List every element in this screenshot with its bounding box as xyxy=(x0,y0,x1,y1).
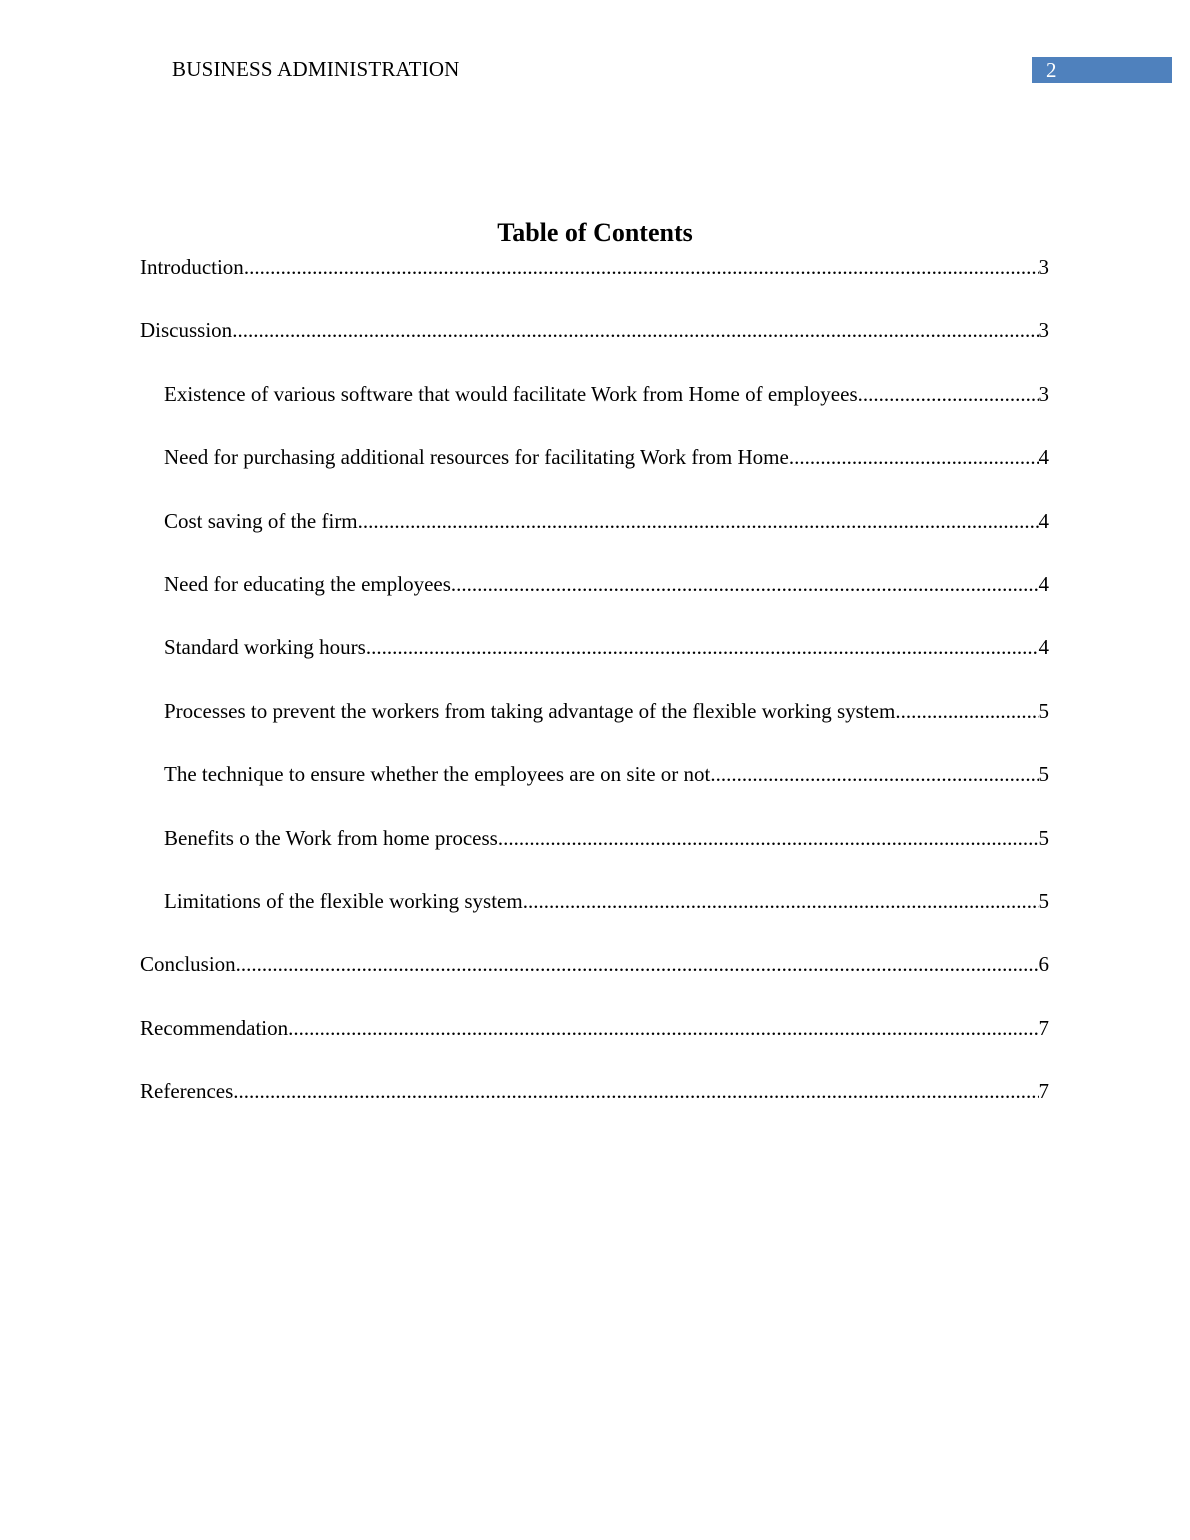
running-header-title: BUSINESS ADMINISTRATION xyxy=(172,57,460,81)
toc-entry-page: 7 xyxy=(1038,1079,1049,1104)
toc-dot-leader xyxy=(288,1012,1038,1044)
toc-entry-page: 3 xyxy=(1038,255,1049,279)
toc-entry-label: Discussion xyxy=(140,318,233,343)
toc-entry-label: Existence of various software that would facilitate Work from Home of employees xyxy=(164,381,858,406)
toc-entry-label: Need for educating the employees xyxy=(164,571,451,596)
toc-entry-page: 5 xyxy=(1038,825,1049,850)
toc-entry-label: Processes to prevent the workers from taking advantage of the flexible working system xyxy=(164,698,896,723)
toc-entry-page: 5 xyxy=(1038,888,1049,913)
toc-entry[interactable] xyxy=(140,1012,1049,1075)
toc-dot-leader xyxy=(895,695,1038,727)
toc-dot-leader xyxy=(236,948,1039,980)
toc-dot-leader xyxy=(498,822,1039,854)
toc-entry-page: 4 xyxy=(1038,508,1049,533)
toc-entry[interactable] xyxy=(140,758,1049,821)
toc-entry-label: References xyxy=(140,1079,234,1104)
toc-entry[interactable] xyxy=(140,885,1049,948)
toc-entry[interactable] xyxy=(140,505,1049,568)
toc-dot-leader xyxy=(858,378,1039,410)
toc-entry-page: 3 xyxy=(1038,318,1049,343)
page-number: 2 xyxy=(1046,58,1057,82)
toc-entry-page: 4 xyxy=(1038,571,1049,596)
toc-entry-label: Benefits o the Work from home process xyxy=(164,825,498,850)
toc-entry[interactable] xyxy=(140,822,1049,885)
toc-entry-label: The technique to ensure whether the employees are on site or not xyxy=(164,762,711,787)
toc-dot-leader xyxy=(233,1075,1038,1107)
toc-entry-page: 6 xyxy=(1038,952,1049,977)
toc-entry[interactable] xyxy=(140,1075,1049,1138)
toc-entry-label: Standard working hours xyxy=(164,635,366,660)
toc-entry-label: Cost saving of the firm xyxy=(164,508,358,533)
toc-entry[interactable] xyxy=(140,441,1049,504)
toc-dot-leader xyxy=(358,505,1039,537)
toc-entry[interactable] xyxy=(140,948,1049,1011)
toc-entry-page: 3 xyxy=(1038,381,1049,406)
toc-dot-leader xyxy=(789,441,1039,473)
toc-entry-page: 5 xyxy=(1038,698,1049,723)
toc-entry[interactable] xyxy=(140,251,1049,314)
toc-dot-leader xyxy=(232,314,1038,346)
toc-entry[interactable] xyxy=(140,568,1049,631)
toc-list xyxy=(140,251,1049,1138)
toc-entry-page: 7 xyxy=(1038,1015,1049,1040)
toc-dot-leader xyxy=(710,758,1038,790)
toc-dot-leader xyxy=(523,885,1039,917)
toc-dot-leader xyxy=(451,568,1039,600)
toc-entry-page: 4 xyxy=(1038,635,1049,660)
toc-entry[interactable] xyxy=(140,314,1049,377)
toc-entry[interactable] xyxy=(140,695,1049,758)
toc-entry-page: 5 xyxy=(1038,762,1049,787)
toc-dot-leader xyxy=(244,251,1039,283)
toc-entry-label: Limitations of the flexible working system xyxy=(164,888,523,913)
toc-entry[interactable] xyxy=(140,631,1049,694)
toc-entry-label: Introduction xyxy=(140,255,244,279)
toc-entry[interactable] xyxy=(140,378,1049,441)
toc-heading: Table of Contents xyxy=(497,218,693,247)
toc-entry-page: 4 xyxy=(1038,445,1049,470)
toc-entry-label: Conclusion xyxy=(140,952,236,977)
toc-entry-label: Need for purchasing additional resources for facilitating Work from Home xyxy=(164,445,789,470)
toc-entry-label: Recommendation xyxy=(140,1015,289,1040)
toc-dot-leader xyxy=(366,631,1039,663)
page-number-badge xyxy=(1032,57,1172,83)
